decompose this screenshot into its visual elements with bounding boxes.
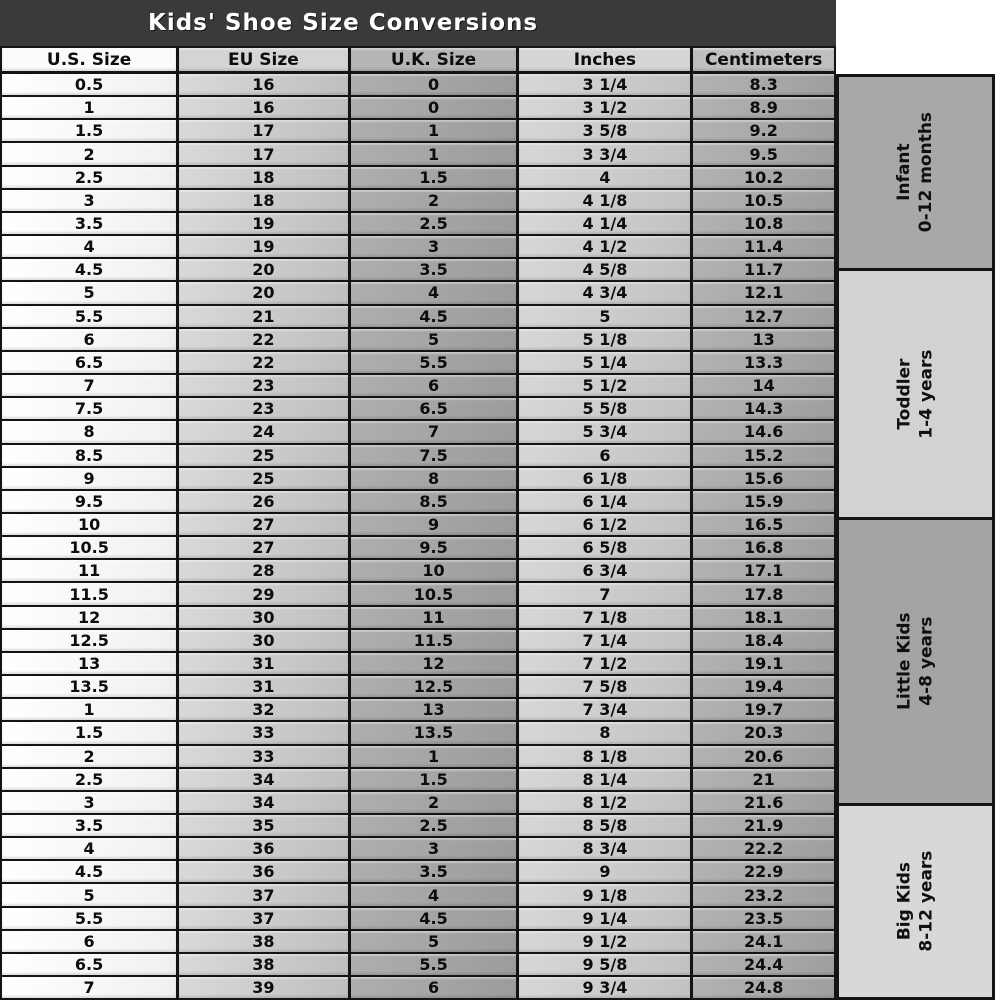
cell-uk-size: 8.5 — [351, 491, 520, 512]
table-row — [2, 188, 834, 211]
cell-us-size: 1 — [2, 97, 179, 118]
cell-centimeters: 19.1 — [693, 653, 834, 674]
table-row — [2, 304, 834, 327]
cell-centimeters: 16.5 — [693, 514, 834, 535]
cell-us-size: 4.5 — [2, 259, 179, 280]
cell-centimeters: 11.4 — [693, 236, 834, 257]
cell-eu-size: 20 — [179, 259, 350, 280]
table-row — [2, 419, 834, 442]
age-group-text — [893, 349, 937, 438]
cell-eu-size: 28 — [179, 560, 350, 581]
cell-eu-size: 31 — [179, 676, 350, 697]
cell-us-size: 7 — [2, 977, 179, 998]
age-group-text — [893, 851, 937, 952]
cell-uk-size: 13 — [351, 699, 520, 720]
age-group-text — [893, 613, 937, 710]
cell-inches: 5 5/8 — [519, 398, 693, 419]
cell-centimeters: 19.7 — [693, 699, 834, 720]
cell-uk-size: 3.5 — [351, 861, 520, 882]
cell-eu-size: 38 — [179, 931, 350, 952]
cell-centimeters: 21.9 — [693, 815, 834, 836]
cell-uk-size: 10.5 — [351, 583, 520, 604]
table-row — [2, 489, 834, 512]
cell-us-size: 12.5 — [2, 630, 179, 651]
cell-us-size: 8.5 — [2, 445, 179, 466]
cell-eu-size: 18 — [179, 190, 350, 211]
cell-uk-size: 0 — [351, 97, 520, 118]
table-row — [2, 859, 834, 882]
cell-us-size: 12 — [2, 607, 179, 628]
age-group-label: Little Kids — [894, 612, 915, 711]
cell-eu-size: 27 — [179, 514, 350, 535]
cell-inches: 9 1/8 — [519, 884, 693, 905]
cell-centimeters: 8.9 — [693, 97, 834, 118]
table-row — [2, 581, 834, 604]
cell-inches: 9 — [519, 861, 693, 882]
cell-uk-size: 5 — [351, 329, 520, 350]
cell-centimeters: 14.3 — [693, 398, 834, 419]
cell-centimeters: 17.1 — [693, 560, 834, 581]
age-group-range: 8-12 years — [916, 850, 937, 952]
cell-uk-size: 2 — [351, 190, 520, 211]
cell-inches: 4 1/2 — [519, 236, 693, 257]
table-row — [2, 674, 834, 697]
cell-centimeters: 15.6 — [693, 468, 834, 489]
cell-centimeters: 9.2 — [693, 120, 834, 141]
sidebar-spacer — [836, 0, 995, 74]
cell-uk-size: 3 — [351, 838, 520, 859]
table-row — [2, 327, 834, 350]
table-row — [2, 118, 834, 141]
cell-uk-size: 9.5 — [351, 537, 520, 558]
table-row — [2, 234, 834, 257]
cell-inches: 6 1/2 — [519, 514, 693, 535]
cell-centimeters: 10.5 — [693, 190, 834, 211]
table-row — [2, 141, 834, 164]
cell-centimeters: 17.8 — [693, 583, 834, 604]
cell-inches: 8 5/8 — [519, 815, 693, 836]
cell-us-size: 1.5 — [2, 722, 179, 743]
cell-centimeters: 15.2 — [693, 445, 834, 466]
cell-inches: 3 3/4 — [519, 143, 693, 164]
cell-us-size: 6 — [2, 931, 179, 952]
cell-inches: 5 1/4 — [519, 352, 693, 373]
cell-centimeters: 8.3 — [693, 74, 834, 95]
cell-inches: 9 3/4 — [519, 977, 693, 998]
cell-us-size: 11.5 — [2, 583, 179, 604]
cell-uk-size: 4 — [351, 884, 520, 905]
cell-eu-size: 37 — [179, 884, 350, 905]
cell-inches: 4 1/4 — [519, 213, 693, 234]
table-row — [2, 813, 834, 836]
column-header-u-s-size: U.S. Size — [2, 48, 179, 71]
cell-inches: 3 5/8 — [519, 120, 693, 141]
cell-eu-size: 23 — [179, 398, 350, 419]
cell-uk-size: 12 — [351, 653, 520, 674]
table-row — [2, 443, 834, 466]
cell-eu-size: 32 — [179, 699, 350, 720]
cell-inches: 6 5/8 — [519, 537, 693, 558]
cell-uk-size: 1 — [351, 143, 520, 164]
cell-us-size: 13.5 — [2, 676, 179, 697]
cell-us-size: 0.5 — [2, 74, 179, 95]
cell-centimeters: 20.6 — [693, 746, 834, 767]
cell-uk-size: 6 — [351, 977, 520, 998]
cell-uk-size: 2.5 — [351, 213, 520, 234]
table-row — [2, 211, 834, 234]
cell-eu-size: 36 — [179, 838, 350, 859]
cell-eu-size: 26 — [179, 491, 350, 512]
cell-uk-size: 5 — [351, 931, 520, 952]
cell-eu-size: 30 — [179, 607, 350, 628]
cell-uk-size: 1.5 — [351, 167, 520, 188]
cell-eu-size: 21 — [179, 306, 350, 327]
title-bar — [0, 0, 836, 46]
cell-us-size: 6.5 — [2, 352, 179, 373]
cell-uk-size: 3 — [351, 236, 520, 257]
table-row — [2, 350, 834, 373]
cell-eu-size: 33 — [179, 746, 350, 767]
cell-centimeters: 14.6 — [693, 421, 834, 442]
cell-centimeters: 24.1 — [693, 931, 834, 952]
cell-us-size: 4 — [2, 838, 179, 859]
cell-uk-size: 7 — [351, 421, 520, 442]
cell-uk-size: 10 — [351, 560, 520, 581]
table-row — [2, 558, 834, 581]
cell-uk-size: 1 — [351, 120, 520, 141]
table-row — [2, 952, 834, 975]
cell-centimeters: 23.2 — [693, 884, 834, 905]
age-group-range: 0-12 months — [916, 112, 937, 233]
column-header-eu-size: EU Size — [179, 48, 350, 71]
cell-inches: 9 1/4 — [519, 908, 693, 929]
cell-us-size: 5.5 — [2, 306, 179, 327]
cell-centimeters: 10.8 — [693, 213, 834, 234]
cell-eu-size: 30 — [179, 630, 350, 651]
cell-eu-size: 16 — [179, 74, 350, 95]
cell-eu-size: 35 — [179, 815, 350, 836]
cell-inches: 9 1/2 — [519, 931, 693, 952]
cell-us-size: 3 — [2, 190, 179, 211]
cell-eu-size: 36 — [179, 861, 350, 882]
cell-uk-size: 0 — [351, 74, 520, 95]
cell-us-size: 9 — [2, 468, 179, 489]
cell-centimeters: 24.8 — [693, 977, 834, 998]
table-row — [2, 651, 834, 674]
cell-eu-size: 19 — [179, 213, 350, 234]
cell-centimeters: 16.8 — [693, 537, 834, 558]
cell-us-size: 8 — [2, 421, 179, 442]
cell-centimeters: 19.4 — [693, 676, 834, 697]
cell-uk-size: 2.5 — [351, 815, 520, 836]
cell-us-size: 5 — [2, 282, 179, 303]
cell-uk-size: 11.5 — [351, 630, 520, 651]
table-body — [0, 74, 836, 1000]
cell-centimeters: 12.1 — [693, 282, 834, 303]
cell-inches: 4 5/8 — [519, 259, 693, 280]
age-group-label: Infant — [894, 143, 915, 202]
cell-us-size: 7 — [2, 375, 179, 396]
cell-us-size: 10 — [2, 514, 179, 535]
cell-us-size: 3 — [2, 792, 179, 813]
cell-eu-size: 25 — [179, 445, 350, 466]
cell-eu-size: 34 — [179, 792, 350, 813]
cell-us-size: 5.5 — [2, 908, 179, 929]
cell-uk-size: 7.5 — [351, 445, 520, 466]
cell-centimeters: 15.9 — [693, 491, 834, 512]
cell-us-size: 11 — [2, 560, 179, 581]
table-row — [2, 975, 834, 998]
cell-centimeters: 22.2 — [693, 838, 834, 859]
cell-eu-size: 24 — [179, 421, 350, 442]
cell-centimeters: 11.7 — [693, 259, 834, 280]
cell-us-size: 2.5 — [2, 167, 179, 188]
cell-eu-size: 27 — [179, 537, 350, 558]
cell-inches: 7 1/4 — [519, 630, 693, 651]
table-row — [2, 697, 834, 720]
cell-inches: 5 1/2 — [519, 375, 693, 396]
cell-eu-size: 16 — [179, 97, 350, 118]
cell-centimeters: 13.3 — [693, 352, 834, 373]
cell-eu-size: 18 — [179, 167, 350, 188]
cell-uk-size: 8 — [351, 468, 520, 489]
cell-inches: 7 — [519, 583, 693, 604]
cell-uk-size: 1.5 — [351, 769, 520, 790]
age-group-list — [836, 74, 995, 1000]
table-row — [2, 720, 834, 743]
table-row — [2, 396, 834, 419]
cell-uk-size: 9 — [351, 514, 520, 535]
cell-us-size: 4 — [2, 236, 179, 257]
cell-inches: 8 1/2 — [519, 792, 693, 813]
cell-uk-size: 6.5 — [351, 398, 520, 419]
cell-eu-size: 19 — [179, 236, 350, 257]
cell-inches: 3 1/2 — [519, 97, 693, 118]
cell-centimeters: 12.7 — [693, 306, 834, 327]
cell-inches: 8 3/4 — [519, 838, 693, 859]
table-row — [2, 512, 834, 535]
table-row — [2, 257, 834, 280]
cell-us-size: 3.5 — [2, 815, 179, 836]
cell-us-size: 6.5 — [2, 954, 179, 975]
cell-centimeters: 20.3 — [693, 722, 834, 743]
page-title: Kids' Shoe Size Conversions — [148, 10, 539, 36]
cell-uk-size: 5.5 — [351, 352, 520, 373]
age-group-label: Toddler — [894, 358, 915, 430]
age-group-text — [893, 112, 937, 232]
cell-inches: 9 5/8 — [519, 954, 693, 975]
cell-inches: 7 5/8 — [519, 676, 693, 697]
cell-us-size: 10.5 — [2, 537, 179, 558]
cell-us-size: 2 — [2, 746, 179, 767]
column-header-u-k-size: U.K. Size — [351, 48, 520, 71]
table-row — [2, 373, 834, 396]
cell-us-size: 1.5 — [2, 120, 179, 141]
table-row — [2, 744, 834, 767]
cell-inches: 6 1/4 — [519, 491, 693, 512]
cell-centimeters: 23.5 — [693, 908, 834, 929]
cell-eu-size: 17 — [179, 120, 350, 141]
cell-inches: 6 — [519, 445, 693, 466]
cell-centimeters: 21.6 — [693, 792, 834, 813]
cell-centimeters: 9.5 — [693, 143, 834, 164]
table-row — [2, 95, 834, 118]
table-row — [2, 628, 834, 651]
cell-centimeters: 21 — [693, 769, 834, 790]
cell-eu-size: 22 — [179, 329, 350, 350]
cell-inches: 8 1/4 — [519, 769, 693, 790]
table-row — [2, 74, 834, 95]
cell-eu-size: 34 — [179, 769, 350, 790]
cell-centimeters: 24.4 — [693, 954, 834, 975]
age-group-range: 1-4 years — [916, 349, 937, 439]
age-group-toddler — [836, 268, 995, 520]
cell-uk-size: 2 — [351, 792, 520, 813]
table-row — [2, 466, 834, 489]
table-row — [2, 767, 834, 790]
cell-uk-size: 1 — [351, 746, 520, 767]
cell-us-size: 2.5 — [2, 769, 179, 790]
cell-inches: 5 — [519, 306, 693, 327]
cell-inches: 5 1/8 — [519, 329, 693, 350]
age-group-little-kids — [836, 517, 995, 806]
cell-centimeters: 14 — [693, 375, 834, 396]
cell-inches: 8 1/8 — [519, 746, 693, 767]
cell-eu-size: 29 — [179, 583, 350, 604]
cell-inches: 7 1/8 — [519, 607, 693, 628]
cell-us-size: 7.5 — [2, 398, 179, 419]
cell-eu-size: 37 — [179, 908, 350, 929]
cell-inches: 7 3/4 — [519, 699, 693, 720]
table-row — [2, 836, 834, 859]
age-group-label: Big Kids — [894, 862, 915, 941]
table-row — [2, 906, 834, 929]
table-row — [2, 535, 834, 558]
cell-us-size: 13 — [2, 653, 179, 674]
cell-us-size: 9.5 — [2, 491, 179, 512]
cell-uk-size: 12.5 — [351, 676, 520, 697]
cell-us-size: 1 — [2, 699, 179, 720]
table-row — [2, 605, 834, 628]
cell-eu-size: 31 — [179, 653, 350, 674]
table-row — [2, 929, 834, 952]
cell-uk-size: 13.5 — [351, 722, 520, 743]
table-row — [2, 882, 834, 905]
table-row — [2, 165, 834, 188]
cell-uk-size: 4 — [351, 282, 520, 303]
cell-inches: 5 3/4 — [519, 421, 693, 442]
cell-us-size: 5 — [2, 884, 179, 905]
cell-eu-size: 25 — [179, 468, 350, 489]
table-header-row — [0, 46, 836, 74]
cell-inches: 4 1/8 — [519, 190, 693, 211]
cell-eu-size: 38 — [179, 954, 350, 975]
cell-us-size: 2 — [2, 143, 179, 164]
cell-uk-size: 4.5 — [351, 908, 520, 929]
cell-inches: 4 — [519, 167, 693, 188]
cell-inches: 6 3/4 — [519, 560, 693, 581]
cell-inches: 8 — [519, 722, 693, 743]
table-row — [2, 790, 834, 813]
cell-us-size: 3.5 — [2, 213, 179, 234]
age-group-infant — [836, 74, 995, 271]
cell-centimeters: 18.4 — [693, 630, 834, 651]
cell-us-size: 6 — [2, 329, 179, 350]
cell-inches: 6 1/8 — [519, 468, 693, 489]
cell-eu-size: 17 — [179, 143, 350, 164]
cell-uk-size: 5.5 — [351, 954, 520, 975]
cell-us-size: 4.5 — [2, 861, 179, 882]
age-group-range: 4-8 years — [916, 616, 937, 707]
cell-inches: 4 3/4 — [519, 282, 693, 303]
cell-inches: 7 1/2 — [519, 653, 693, 674]
cell-centimeters: 13 — [693, 329, 834, 350]
cell-centimeters: 22.9 — [693, 861, 834, 882]
cell-inches: 3 1/4 — [519, 74, 693, 95]
cell-uk-size: 6 — [351, 375, 520, 396]
column-header-centimeters: Centimeters — [693, 48, 834, 71]
cell-uk-size: 3.5 — [351, 259, 520, 280]
cell-uk-size: 4.5 — [351, 306, 520, 327]
cell-uk-size: 11 — [351, 607, 520, 628]
cell-centimeters: 10.2 — [693, 167, 834, 188]
cell-eu-size: 23 — [179, 375, 350, 396]
age-group-big-kids — [836, 803, 995, 1000]
cell-eu-size: 20 — [179, 282, 350, 303]
cell-eu-size: 33 — [179, 722, 350, 743]
age-group-sidebar — [836, 0, 1000, 1000]
cell-eu-size: 22 — [179, 352, 350, 373]
cell-centimeters: 18.1 — [693, 607, 834, 628]
cell-eu-size: 39 — [179, 977, 350, 998]
table-row — [2, 280, 834, 303]
column-header-inches: Inches — [519, 48, 693, 71]
